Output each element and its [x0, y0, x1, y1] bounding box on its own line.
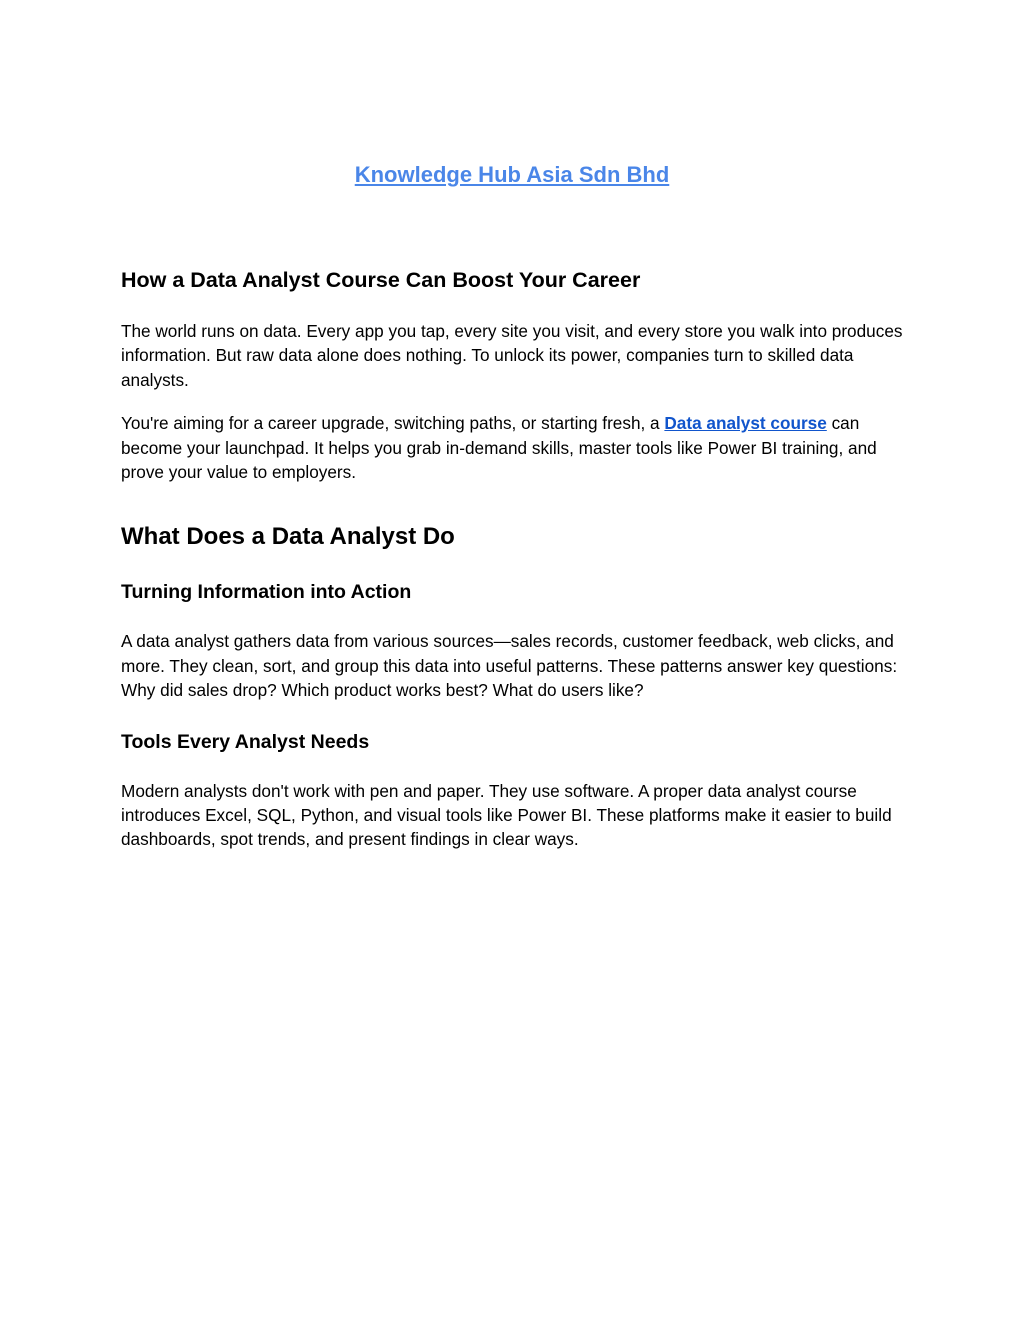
section-heading-what-does: What Does a Data Analyst Do [121, 523, 455, 551]
intro-paragraph-2-text-before: You're aiming for a career upgrade, switching paths, or starting fresh, a [121, 413, 665, 434]
company-link[interactable]: Knowledge Hub Asia Sdn Bhd [354, 162, 670, 187]
company-header [0, 160, 1024, 190]
intro-paragraph-2-text-after: can become your launchpad. It helps you grab in-demand skills, master tools like Power BI training, and prove your value to employers. [121, 413, 877, 483]
turning-information-paragraph: A data analyst gathers data from various sources—sales records, customer feedback, web clicks, and more. They clean, sort, and group this data into useful patterns. These patterns answer key questions: Why did sales drop? Which product works best? What do users like? [121, 631, 898, 701]
article-body [121, 264, 911, 852]
data-analyst-course-link[interactable]: Data analyst course [664, 413, 827, 434]
intro-paragraph-1: The world runs on data. Every app you tap, every site you visit, and every store you walk into produces information. But raw data alone does nothing. To unlock its power, companies turn to skilled data analysts. [121, 321, 903, 390]
article-title: How a Data Analyst Course Can Boost Your Career [121, 268, 641, 292]
tools-paragraph: Modern analysts don't work with pen and paper. They use software. A proper data analyst course introduces Excel, SQL, Python, and visual tools like Power BI. These platforms make it easier to build dashboards, spot trends, and present findings in clear ways. [121, 780, 892, 850]
subheading-turning-information: Turning Information into Action [121, 581, 412, 604]
intro-paragraph-2 [121, 411, 911, 484]
subheading-tools: Tools Every Analyst Needs [121, 730, 370, 753]
